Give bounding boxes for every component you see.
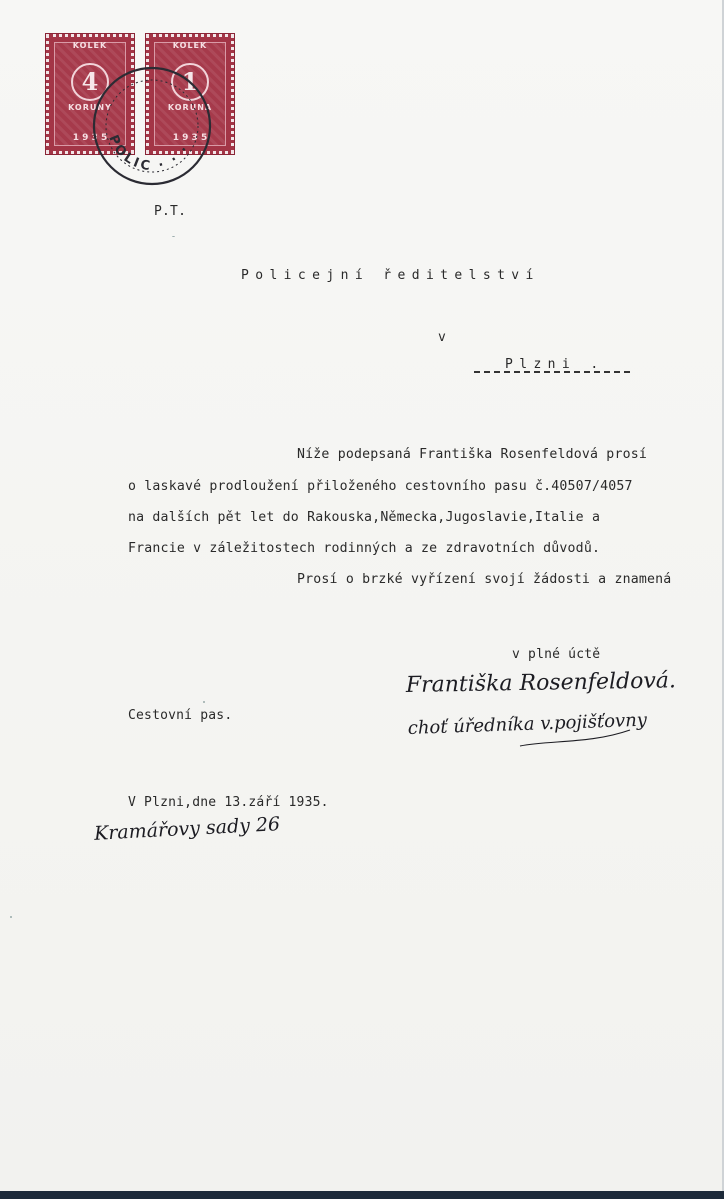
svg-text:Františka Rosenfeldová.: Františka Rosenfeldová.	[405, 668, 677, 698]
paper-speck	[10, 916, 12, 918]
stamp-year: 1 9 3 5	[172, 133, 208, 143]
police-seal-stamp	[88, 62, 216, 190]
enclosure-note: Cestovní pas.	[128, 708, 233, 723]
body-line-4: Francie v záležitostech rodinných a ze zdravotních důvodů.	[128, 541, 601, 556]
place-and-date: V Plzni,dne 13.září 1935.	[128, 795, 329, 810]
recipient-underline	[474, 371, 630, 373]
page-edge-bottom	[0, 1191, 724, 1199]
paper-speck	[203, 701, 205, 703]
paper-speck	[172, 236, 175, 237]
stamp-currency: KORUNA	[167, 103, 213, 112]
stamp-value: 1	[171, 63, 209, 101]
handwritten-signature	[400, 660, 677, 760]
stamp-top-label: KOLEK	[72, 41, 108, 50]
body-line-1: Níže podepsaná Františka Rosenfeldová prosí	[297, 447, 648, 462]
svg-text:choť úředníka v.pojišťovny: choť úředníka v.pojišťovny	[407, 709, 648, 739]
closing-phrase: v plné úctě	[512, 647, 601, 662]
stamp-value: 4	[71, 63, 109, 101]
stamp-year: 1 9 3 5	[72, 133, 108, 143]
stamp-currency: KORUNY	[68, 103, 112, 112]
recipient-line-1: Policejní ředitelství	[241, 268, 540, 283]
recipient-line-2: v	[438, 330, 447, 345]
salutation: P.T.	[154, 204, 187, 219]
body-line-3: na dalších pět let do Rakouska,Německa,Jugoslavie,Italie a	[128, 510, 601, 525]
recipient-line-3: Plzni .	[505, 357, 605, 372]
svg-text:POLIC · · ·: POLIC · · ·	[105, 132, 194, 175]
handwritten-address: Kramářovy sady 26	[93, 813, 281, 845]
stamp-top-label: KOLEK	[172, 41, 208, 50]
body-line-5: Prosí o brzké vyřízení svojí žádosti a znamená	[297, 572, 672, 587]
body-line-2: o laskavé prodloužení přiloženého cestovního pasu č.40507/4057	[128, 479, 633, 494]
